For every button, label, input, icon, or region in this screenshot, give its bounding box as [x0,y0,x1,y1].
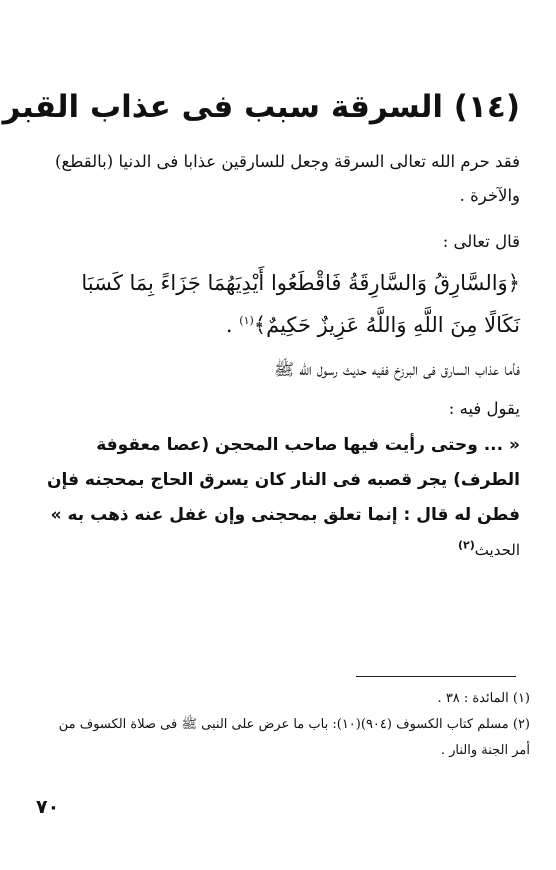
hadith-tail: الحديث [474,541,520,559]
page-number: ٧٠ [36,796,60,818]
hadith-footnote-mark: (٢) [458,538,475,552]
footnote-divider [356,676,516,677]
verse-text: ﴿وَالسَّارِقُ وَالسَّارِقَةُ فَاقْطَعُوا أَيْدِيَهُمَا جَزَاءً بِمَا كَسَبَا نَكَالًا مِنَ اللَّهِ وَاللَّهُ عَزِيزٌ حَكِيمٌ﴾ [81,271,520,337]
section-heading: (١٤) السرقة سبب فى عذاب القبر [2,89,520,125]
intro-paragraph: فقد حرم الله تعالى السرقة وجعل للسارقين عذابا فى الدنيا (بالقطع) والآخرة . [55,152,520,205]
verse-end: . [225,313,233,337]
footnote-1: (١) المائدة : ٣٨ . [437,691,530,706]
footnote-2: (٢) مسلم كتاب الكسوف (٩٠٤)(١٠): باب ما عرض على النبى ﷺ فى صلاة الكسوف من أمر الجنة والنار . [58,717,530,758]
hadith-quote [40,428,520,568]
says-paragraph: يقول فيه : [448,399,520,418]
barzakh-paragraph: فأما عذاب السارق فى البرزخ ففيه حديث رسول الله ﷺ [274,360,520,379]
hadith-text: « ... وحتى رأيت فيها صاحب المحجن (عصا معقوفة الطرف) يجر قصبه فى النار كان يسرق الحاج بمحجنه فإن فطن له قال : إنما تعلق بمحجنى وإن غفل عنه ذهب به » [46,435,520,525]
footnotes [40,686,530,764]
verse-intro: قال تعالى : [442,232,520,251]
quran-verse [40,262,520,346]
verse-footnote-mark: (١) [239,314,254,327]
